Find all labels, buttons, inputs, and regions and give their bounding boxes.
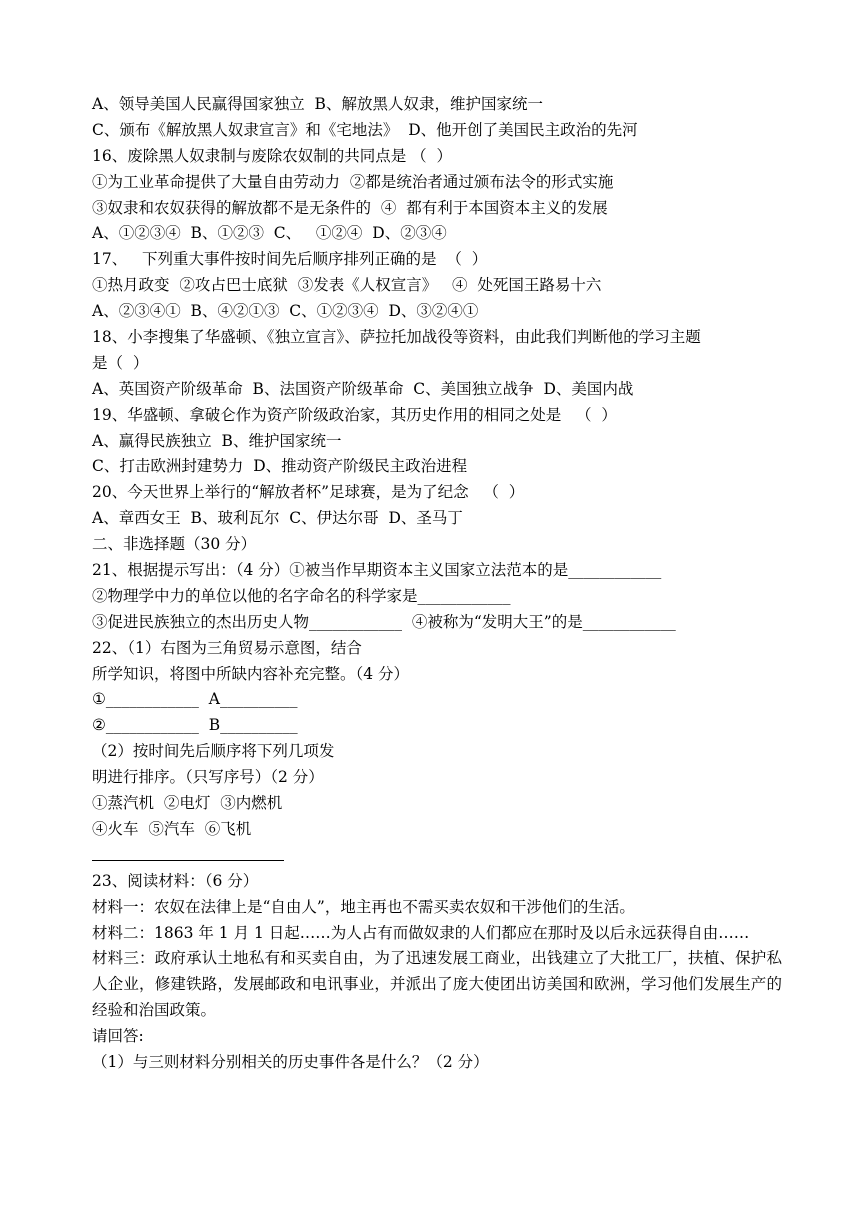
q19-options-ab: A、赢得民族独立 B、维护国家统一 bbox=[92, 431, 342, 450]
q20-options: A、章西女王 B、玻利瓦尔 C、伊达尔哥 D、圣马丁 bbox=[92, 509, 463, 528]
answer-prompt: 请回答: bbox=[92, 1027, 144, 1046]
q19-options-cd: C、打击欧洲封建势力 D、推动资产阶级民主政治进程 bbox=[92, 457, 468, 476]
section-heading: 二、非选择题（30 分） bbox=[92, 535, 257, 554]
q18-stem-cont: 是（ ） bbox=[92, 353, 149, 372]
q21-line-2: ②物理学中力的单位以他的名字命名的科学家是____________ bbox=[92, 586, 511, 605]
q16-item-3-4: ③奴隶和农奴获得的解放都不是无条件的 ④ 都有利于本国资本主义的发展 bbox=[92, 198, 608, 217]
q22-part2-stem-2: 明进行排序。（只写序号）（2 分） bbox=[92, 768, 324, 787]
material-3: 材料三：政府承认土地私有和买卖自由，为了迅速发展工商业，出钱建立了大批工厂，扶植、保护私人企业，修建铁路，发展邮政和电讯事业，并派出了庞大使团出访美国和欧洲，学习他们发展生产的经验和治国政策。 bbox=[92, 949, 782, 1020]
material-2: 材料二：1863 年 1 月 1 日起……为人占有而做奴隶的人们都应在那时及以后永远获得自由…… bbox=[92, 923, 750, 942]
q22-part2-stem-1: （2）按时间先后顺序将下列几项发 bbox=[92, 742, 335, 761]
q17-items: ①热月政变 ②攻占巴士底狱 ③发表《人权宣言》 ④ 处死国王路易十六 bbox=[92, 276, 602, 295]
q21-line-3: ③促进民族独立的杰出历史人物____________ ④被称为“发明大王”的是____________ bbox=[92, 612, 676, 631]
q22-inventions-1: ①蒸汽机 ②电灯 ③内燃机 bbox=[92, 794, 283, 813]
exam-page bbox=[92, 92, 782, 1076]
q23-stem: 23、阅读材料：（6 分） bbox=[92, 871, 259, 890]
q22-inventions-2: ④火车 ⑤汽车 ⑥飞机 bbox=[92, 819, 252, 838]
q17-options: A、②③④① B、④②①③ C、①②③④ D、③②④① bbox=[92, 302, 479, 321]
q19-stem: 19、华盛顿、拿破仑作为资产阶级政治家，其历史作用的相同之处是 （ ） bbox=[92, 405, 617, 424]
q17-stem: 17、 下列重大事件按时间先后顺序排列正确的是 （ ） bbox=[92, 250, 488, 269]
q18-options: A、英国资产阶级革命 B、法国资产阶级革命 C、美国独立战争 D、美国内战 bbox=[92, 379, 634, 398]
q16-stem: 16、废除黑人奴隶制与废除农奴制的共同点是 （ ） bbox=[92, 146, 453, 165]
q22-stem-1: 22、（1）右图为三角贸易示意图，结合 bbox=[92, 638, 362, 657]
q16-item-1-2: ①为工业革命提供了大量自由劳动力 ②都是统治者通过颁布法令的形式实施 bbox=[92, 172, 614, 191]
q22-blank-2: ②____________ B__________ bbox=[92, 716, 298, 735]
q23-part1: （1）与三则材料分别相关的历史事件各是什么？（2 分） bbox=[92, 1053, 489, 1072]
material-1: 材料一：农奴在法律上是“自由人”，地主再也不需买卖农奴和干涉他们的生活。 bbox=[92, 897, 635, 916]
q20-stem: 20、今天世界上举行的“解放者杯”足球赛，是为了纪念 （ ） bbox=[92, 483, 525, 502]
q22-blank-1: ①____________ A__________ bbox=[92, 690, 298, 709]
q15-options-ab: A、领导美国人民赢得国家独立 B、解放黑人奴隶，维护国家统一 bbox=[92, 95, 543, 113]
q22-stem-2: 所学知识，将图中所缺内容补充完整。（4 分） bbox=[92, 664, 410, 683]
q21-line-1: 21、根据提示写出：（4 分）①被当作早期资本主义国家立法范本的是____________ bbox=[92, 561, 662, 580]
q18-stem: 18、小李搜集了华盛顿、《独立宣言》、萨拉托加战役等资料，由此我们判断他的学习主题 bbox=[92, 328, 701, 347]
q16-options: A、①②③④ B、①②③ C、 ①②④ D、②③④ bbox=[92, 224, 447, 243]
q15-options-cd: C、颁布《解放黑人奴隶宣言》和《宅地法》 D、他开创了美国民主政治的先河 bbox=[92, 120, 638, 139]
